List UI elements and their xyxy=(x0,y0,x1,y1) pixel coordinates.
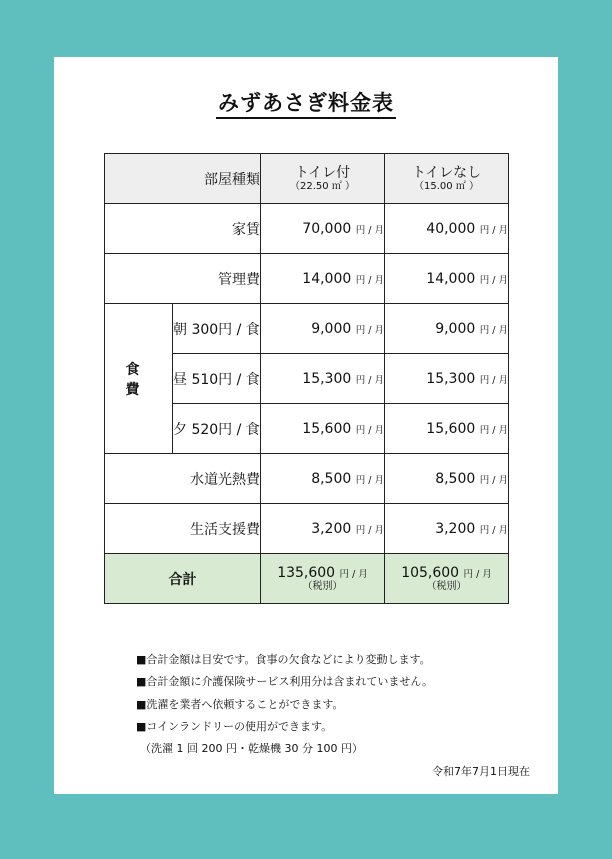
total-value-1: 135,600 円 / 月 （税別） xyxy=(261,554,385,604)
rent-label: 家賃 xyxy=(105,204,261,254)
breakfast-label: 朝 300円 / 食 xyxy=(173,304,261,354)
fee-table xyxy=(104,153,509,604)
table-row xyxy=(105,254,509,304)
note-item: ■コインランドリーの使用ができます。 xyxy=(136,719,333,733)
rent-value-2: 40,000 円 / 月 xyxy=(385,204,509,254)
tax-note-1: （税別） xyxy=(302,580,343,592)
dinner-value-1: 15,600 円 / 月 xyxy=(261,404,385,454)
utilities-value-2: 8,500 円 / 月 xyxy=(385,454,509,504)
table-row xyxy=(105,204,509,254)
management-value-2: 14,000 円 / 月 xyxy=(385,254,509,304)
total-row xyxy=(105,554,509,604)
table-header-row xyxy=(105,154,509,204)
table-row xyxy=(105,304,509,354)
notes-list xyxy=(136,649,433,760)
lunch-value-1: 15,300 円 / 月 xyxy=(261,354,385,404)
table-row xyxy=(105,454,509,504)
management-label: 管理費 xyxy=(105,254,261,304)
note-item: （洗濯 1 回 200 円・乾燥機 30 分 100 円） xyxy=(140,742,363,756)
col1-name: トイレ付 xyxy=(294,164,351,181)
lunch-value-2: 15,300 円 / 月 xyxy=(385,354,509,404)
management-value-1: 14,000 円 / 月 xyxy=(261,254,385,304)
price-sheet xyxy=(54,57,558,794)
total-label: 合計 xyxy=(105,554,261,604)
note-item: ■合計金額に介護保険サービス利用分は含まれていません。 xyxy=(136,675,434,689)
dinner-label: 夕 520円 / 食 xyxy=(173,404,261,454)
room-type-label: 部屋種類 xyxy=(105,154,261,204)
tax-note-2: （税別） xyxy=(426,580,467,592)
lunch-label: 昼 510円 / 食 xyxy=(173,354,261,404)
total-value-2: 105,600 円 / 月 （税別） xyxy=(385,554,509,604)
breakfast-value-1: 9,000 円 / 月 xyxy=(261,304,385,354)
col2-size: （15.00 ㎡ ） xyxy=(414,180,479,192)
utilities-value-1: 8,500 円 / 月 xyxy=(261,454,385,504)
breakfast-value-2: 9,000 円 / 月 xyxy=(385,304,509,354)
support-label: 生活支援費 xyxy=(105,504,261,554)
col1-size: （22.50 ㎡ ） xyxy=(290,180,355,192)
col-with-toilet xyxy=(261,154,385,204)
support-value-1: 3,200 円 / 月 xyxy=(261,504,385,554)
col2-name: トイレなし xyxy=(411,164,482,181)
support-value-2: 3,200 円 / 月 xyxy=(385,504,509,554)
effective-date: 令和7年7月1日現在 xyxy=(432,765,530,778)
note-item: ■洗濯を業者へ依頼することができます。 xyxy=(136,697,344,711)
food-label: 食 費 xyxy=(105,304,173,454)
note-item: ■合計金額は目安です。食事の欠食などにより変動します。 xyxy=(136,653,431,666)
page-title: みずあさぎ料金表 xyxy=(54,87,558,117)
rent-value-1: 70,000 円 / 月 xyxy=(261,204,385,254)
dinner-value-2: 15,600 円 / 月 xyxy=(385,404,509,454)
table-row xyxy=(105,504,509,554)
col-without-toilet xyxy=(385,154,509,204)
utilities-label: 水道光熱費 xyxy=(105,454,261,504)
